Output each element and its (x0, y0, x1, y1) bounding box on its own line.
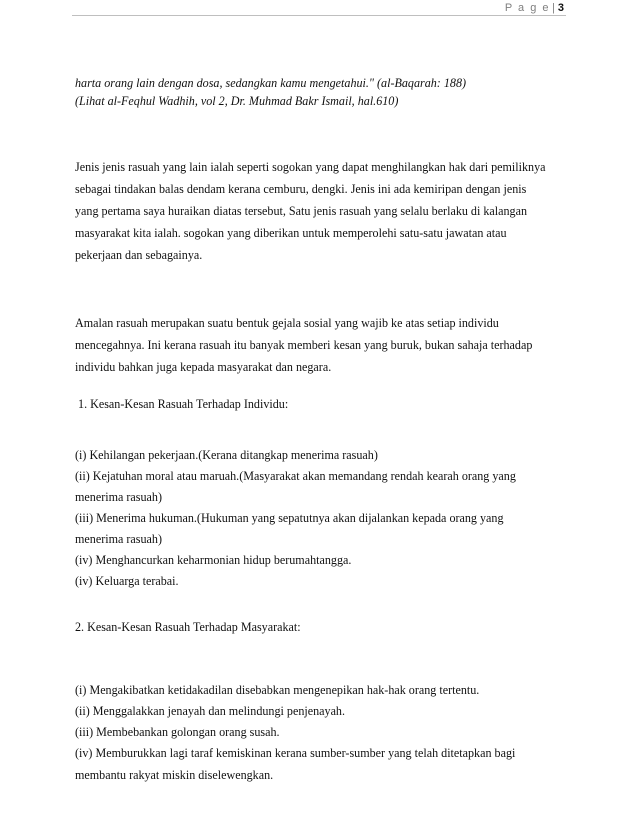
paragraph-line: masyarakat kita ialah. sogokan yang diberikan untuk memperolehi satu-satu jawatan atau (75, 226, 507, 240)
page-separator: | (552, 2, 555, 14)
list-society-effects (75, 680, 575, 786)
paragraph-social-problem (75, 312, 575, 378)
page-number: 3 (557, 2, 564, 14)
list-item: menerima rasuah) (75, 490, 162, 504)
list-item: (ii) Menggalakkan jenayah dan melindungi penjenayah. (75, 704, 346, 718)
list-item: (iii) Membebankan golongan orang susah. (75, 725, 280, 739)
paragraph-line: yang pertama saya huraikan diatas tersebut, Satu jenis rasuah yang selalu berlaku di kalangan (75, 204, 528, 218)
list-item: (i) Mengakibatkan ketidakadilan disebabkan mengenepikan hak-hak orang tertentu. (75, 683, 480, 697)
page-word: P a g e (504, 2, 551, 14)
list-item: (iii) Menerima hukuman.(Hukuman yang sepatutnya akan dijalankan kepada orang yang (75, 511, 504, 525)
paragraph-line: Amalan rasuah merupakan suatu bentuk gejala sosial yang wajib ke atas setiap individu (75, 316, 499, 330)
citation-line: (Lihat al-Feqhul Wadhih, vol 2, Dr. Muhmad Bakr Ismail, hal.610) (75, 94, 399, 108)
list-item: (iv) Keluarga terabai. (75, 574, 179, 588)
paragraph-line: pekerjaan dan sebagainya. (75, 248, 203, 262)
paragraph-line: mencegahnya. Ini kerana rasuah itu banyak memberi kesan yang buruk, bukan sahaja terhadap (75, 338, 533, 352)
section-heading-society: 2. Kesan-Kesan Rasuah Terhadap Masyarakat: (75, 620, 301, 634)
page-header (72, 0, 566, 16)
paragraph-types-of-bribery (75, 156, 575, 266)
list-item: (iv) Menghancurkan keharmonian hidup berumahtangga. (75, 553, 352, 567)
list-item: menerima rasuah) (75, 532, 162, 546)
section-heading-individual: 1. Kesan-Kesan Rasuah Terhadap Individu: (75, 397, 289, 411)
list-item: (ii) Kejatuhan moral atau maruah.(Masyarakat akan memandang rendah kearah orang yang (75, 469, 516, 483)
citation (75, 74, 575, 110)
document-body (75, 74, 575, 786)
list-item: membantu rakyat miskin diselewengkan. (75, 768, 274, 782)
citation-line: harta orang lain dengan dosa, sedangkan kamu mengetahui." (al-Baqarah: 188) (75, 76, 467, 90)
paragraph-line: Jenis jenis rasuah yang lain ialah seperti sogokan yang dapat menghilangkan hak dari pemiliknya (75, 160, 546, 174)
paragraph-line: sebagai tindakan balas dendam kerana cemburu, dengki. Jenis ini ada kemiripan dengan jenis (75, 182, 527, 196)
list-item: (i) Kehilangan pekerjaan.(Kerana ditangkap menerima rasuah) (75, 448, 378, 462)
list-individual-effects (75, 445, 575, 592)
list-item: (iv) Memburukkan lagi taraf kemiskinan kerana sumber-sumber yang telah ditetapkan bagi (75, 746, 516, 760)
page-number-label (505, 2, 564, 14)
paragraph-line: individu bahkan juga kepada masyarakat dan negara. (75, 360, 332, 374)
